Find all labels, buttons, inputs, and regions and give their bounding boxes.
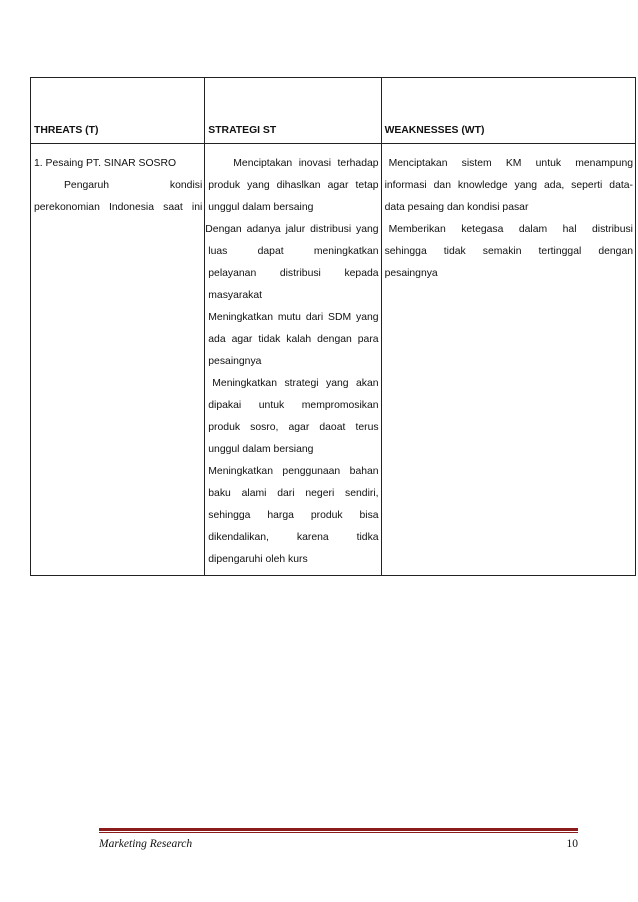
strategy-line: baku alami dari negeri sendiri, xyxy=(208,488,379,499)
footer-rule xyxy=(99,828,578,831)
weakness-line: Memberikan ketegasa dalam hal distribusi xyxy=(388,224,633,235)
swot-table xyxy=(30,77,636,576)
strategy-line: masyarakat xyxy=(208,290,262,301)
strategy-line: Menciptakan inovasi terhadap xyxy=(233,158,379,169)
threats-cell xyxy=(31,144,205,576)
header-weaknesses: WEAKNESSES (WT) xyxy=(381,78,635,144)
strategy-line: sehingga harga produk bisa xyxy=(208,510,379,521)
footer-title: Marketing Research xyxy=(99,838,193,850)
strategy-line: pelayanan distribusi kepada xyxy=(208,268,379,279)
table-header-row xyxy=(31,78,636,144)
footer-rule-thin xyxy=(99,832,578,833)
weakness-line: pesaingnya xyxy=(384,268,438,279)
strategy-line: unggul dalam bersiang xyxy=(208,444,314,455)
strategy-line: Meningkatkan mutu dari SDM yang xyxy=(208,312,379,323)
weakness-line: data pesaing dan kondisi pasar xyxy=(384,202,529,213)
strategy-line: ada agar tidak kalah dengan para xyxy=(208,334,379,345)
strategy-line: pesaingnya xyxy=(208,356,262,367)
table-row xyxy=(31,144,636,576)
strategy-line: produk sosro, agar daoat terus xyxy=(208,422,379,433)
strategy-line: luas dapat meningkatkan xyxy=(208,246,379,257)
page-number: 10 xyxy=(566,838,578,850)
weakness-line: informasi dan knowledge yang ada, seperti data- xyxy=(384,180,633,191)
threat-line: Pengaruh kondisi xyxy=(64,180,203,191)
strategy-line: dikendalikan, karena tidka xyxy=(208,532,379,543)
strategy-line: unggul dalam bersaing xyxy=(208,202,314,213)
strategy-line: Meningkatkan penggunaan bahan xyxy=(208,466,379,477)
weakness-line: sehingga tidak semakin tertinggal dengan xyxy=(384,246,633,257)
page-footer xyxy=(99,828,578,858)
strategy-line: Dengan adanya jalur distribusi yang xyxy=(205,224,379,235)
weaknesses-cell xyxy=(381,144,635,576)
strategy-line: dipengaruhi oleh kurs xyxy=(208,554,308,565)
strategy-cell xyxy=(205,144,381,576)
strategy-line: Meningkatkan strategi yang akan xyxy=(212,378,379,389)
strategy-line: produk yang dihaslkan agar tetap xyxy=(208,180,379,191)
strategy-line: dipakai untuk mempromosikan xyxy=(208,400,379,411)
weakness-line: Menciptakan sistem KM untuk menampung xyxy=(388,158,633,169)
header-threats: THREATS (T) xyxy=(31,78,205,144)
threat-line: 1. Pesaing PT. SINAR SOSRO xyxy=(34,158,177,169)
header-strategy: STRATEGI ST xyxy=(205,78,381,144)
threat-line: perekonomian Indonesia saat ini xyxy=(34,202,203,213)
